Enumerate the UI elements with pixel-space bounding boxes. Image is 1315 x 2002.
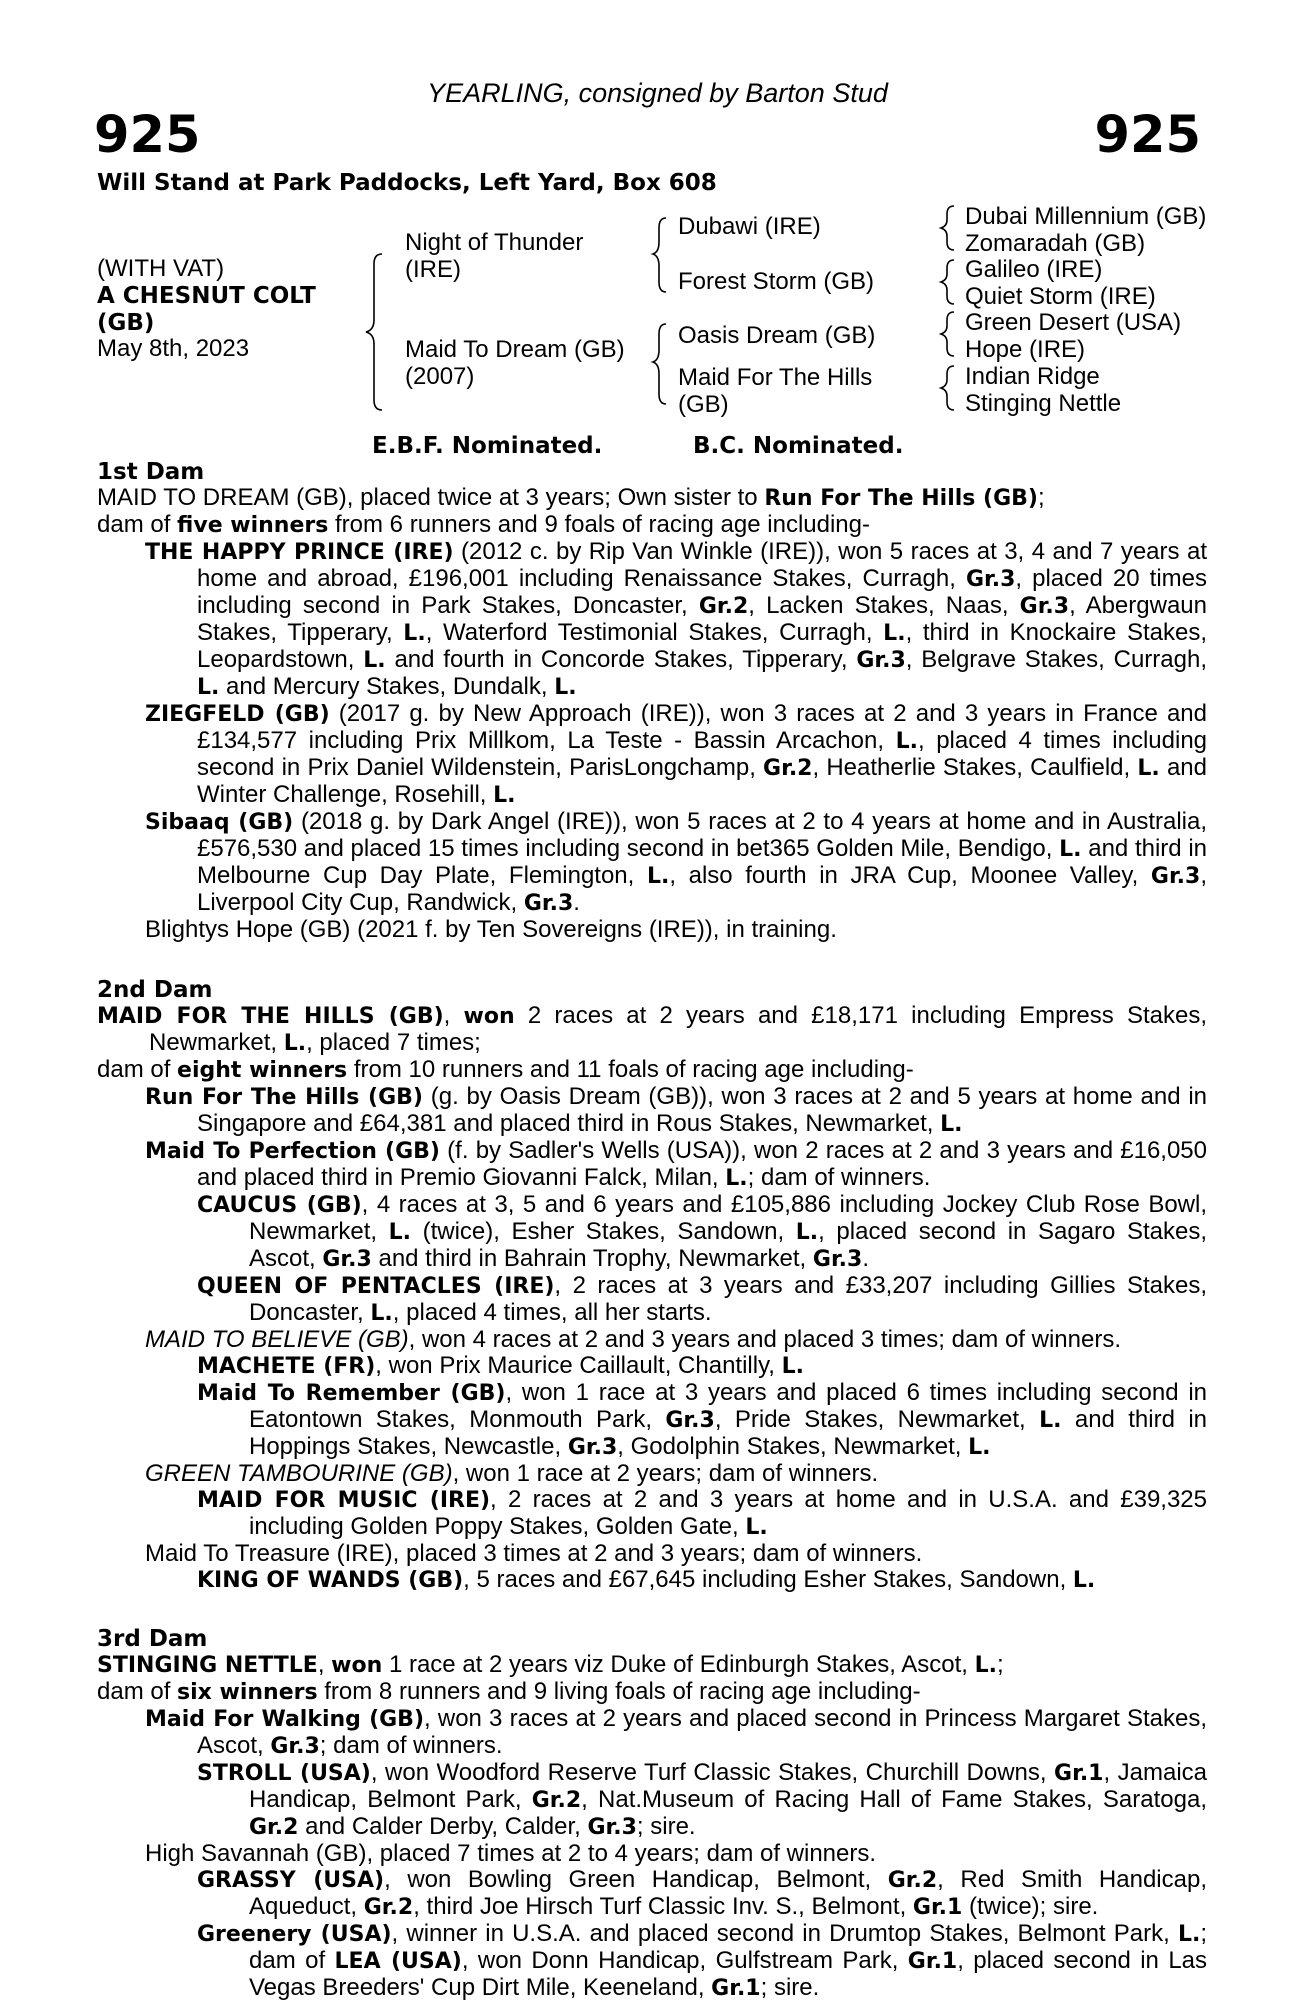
- progeny-maid-to-remember: Maid To Remember (GB), won 1 race at 3 years and placed 6 times including second in Eatontown Stakes, Monmouth Park, Gr.3, Pride Stakes, Newmarket, L. and third in Hoppings Stakes, Newcastle, Gr.3, Godolphin Stakes, Newmarket, L.: [197, 1379, 1208, 1460]
- foaling-date: May 8th, 2023: [97, 335, 250, 362]
- progeny-greenery: Greenery (USA), winner in U.S.A. and placed second in Drumtop Stakes, Belmont Park, L.; dam of LEA (USA), won Donn Handicap, Gulfstream Park, Gr.1, placed second in Las Vegas Breeders' Cup Dirt Mile, Keeneland, Gr.1; sire.: [197, 1920, 1208, 2001]
- second-dam-summary: MAID FOR THE HILLS (GB), won 2 races at 2 years and £18,171 including Empress Stakes, Newmarket, L., placed 7 times;: [97, 1002, 1207, 1056]
- ebf-nomination: E.B.F. Nominated.: [372, 433, 603, 459]
- first-dam-heading: 1st Dam: [97, 459, 205, 485]
- progeny-high-savannah: High Savannah (GB), placed 7 times at 2 to 4 years; dam of winners.: [145, 1840, 877, 1867]
- dam-sire: Oasis Dream (GB): [678, 322, 876, 349]
- progeny-green-tambourine: GREEN TAMBOURINE (GB), won 1 race at 2 years; dam of winners.: [145, 1460, 879, 1487]
- progeny-maid-to-treasure: Maid To Treasure (IRE), placed 3 times at 2 and 3 years; dam of winners.: [145, 1540, 923, 1567]
- dam-dam-country: (GB): [678, 391, 729, 418]
- progeny-ziegfeld: ZIEGFELD (GB) (2017 g. by New Approach (IRE)), won 3 races at 2 and 3 years in France and £134,577 including Prix Millkom, La Teste - Bassin Arcachon, L., placed 4 times including second in Prix Daniel Wildenstein, ParisLongchamp, Gr.2, Heatherlie Stakes, Caulfield, L. and Winter Challenge, Rosehill, L.: [145, 700, 1208, 808]
- second-dam-produce: dam of eight winners from 10 runners and 11 foals of racing age including-: [97, 1056, 914, 1083]
- progeny-maid-to-believe: MAID TO BELIEVE (GB), won 4 races at 2 and 3 years and placed 3 times; dam of winners.: [145, 1326, 1122, 1353]
- dam-dam-dam: Stinging Nettle: [965, 390, 1122, 417]
- progeny-happy-prince: THE HAPPY PRINCE (IRE) (2012 c. by Rip Van Winkle (IRE)), won 5 races at 3, 4 and 7 years at home and abroad, £196,001 including Renaissance Stakes, Curragh, Gr.3, placed 20 times including second in Park Stakes, Doncaster, Gr.2, Lacken Stakes, Naas, Gr.3, Abergwaun Stakes, Tipperary, L., Waterford Testimonial Stakes, Curragh, L., third in Knockaire Stakes, Leopardstown, L. and fourth in Concorde Stakes, Tipperary, Gr.3, Belgrave Stakes, Curragh, L. and Mercury Stakes, Dundalk, L.: [145, 538, 1208, 700]
- sire-name: Night of Thunder: [405, 229, 584, 256]
- sire-sire-sire: Dubai Millennium (GB): [965, 203, 1207, 230]
- dam-sire-dam: Hope (IRE): [965, 336, 1086, 363]
- progeny-maid-for-walking: Maid For Walking (GB), won 3 races at 2 years and placed second in Princess Margaret Stakes, Ascot, Gr.3; dam of winners.: [145, 1705, 1207, 1759]
- consignor-line: YEARLING, consigned by Barton Stud: [427, 78, 888, 108]
- sire-dam-sire: Galileo (IRE): [965, 256, 1103, 283]
- vat-note: (WITH VAT): [97, 255, 225, 282]
- first-dam-summary: MAID TO DREAM (GB), placed twice at 3 years; Own sister to Run For The Hills (GB);: [97, 484, 1045, 511]
- first-dam-produce: dam of five winners from 6 runners and 9 foals of racing age including-: [97, 511, 870, 538]
- progeny-machete: MACHETE (FR), won Prix Maurice Caillault, Chantilly, L.: [197, 1352, 805, 1379]
- stable-location: Will Stand at Park Paddocks, Left Yard, Box 608: [97, 170, 717, 196]
- progeny-maid-for-music: MAID FOR MUSIC (IRE), 2 races at 2 and 3 years at home and in U.S.A. and £39,325 including Golden Poppy Stakes, Golden Gate, L.: [197, 1486, 1207, 1540]
- sire-dam-dam: Quiet Storm (IRE): [965, 283, 1156, 310]
- horse-name-suffix: (GB): [97, 310, 155, 336]
- progeny-maid-to-perfection: Maid To Perfection (GB) (f. by Sadler's Wells (USA)), won 2 races at 2 and 3 years and £16,050 and placed third in Premio Giovanni Falck, Milan, L.; dam of winners.: [145, 1137, 1207, 1191]
- lot-number-left: 925: [94, 106, 201, 165]
- progeny-caucus: CAUCUS (GB), 4 races at 3, 5 and 6 years and £105,886 including Jockey Club Rose Bowl, Newmarket, L. (twice), Esher Stakes, Sandown, L., placed second in Sagaro Stakes, Ascot, Gr.3 and third in Bahrain Trophy, Newmarket, Gr.3.: [197, 1191, 1208, 1272]
- progeny-stroll: STROLL (USA), won Woodford Reserve Turf Classic Stakes, Churchill Downs, Gr.1, Jamaica Handicap, Belmont Park, Gr.2, Nat.Museum of Racing Hall of Fame Stakes, Saratoga, Gr.2 and Calder Derby, Calder, Gr.3; sire.: [197, 1759, 1208, 1840]
- progeny-sibaaq: Sibaaq (GB) (2018 g. by Dark Angel (IRE)), won 5 races at 2 to 4 years at home and in Australia, £576,530 and placed 15 times including second in bet365 Golden Mile, Bendigo, L. and third in Melbourne Cup Day Plate, Flemington, L., also fourth in JRA Cup, Moonee Valley, Gr.3, Liverpool City Cup, Randwick, Gr.3.: [145, 808, 1208, 916]
- third-dam-heading: 3rd Dam: [97, 1626, 208, 1652]
- lot-number-right: 925: [1094, 106, 1201, 165]
- sire-sire-dam: Zomaradah (GB): [965, 230, 1146, 257]
- progeny-blightys-hope: Blightys Hope (GB) (2021 f. by Ten Sovereigns (IRE)), in training.: [145, 916, 837, 943]
- catalogue-body: [97, 459, 1207, 2002]
- sire-country: (IRE): [405, 256, 461, 283]
- dam-sire-sire: Green Desert (USA): [965, 309, 1182, 336]
- third-dam-summary: STINGING NETTLE, won 1 race at 2 years viz Duke of Edinburgh Stakes, Ascot, L.;: [97, 1651, 1004, 1678]
- dam-dam-sire: Indian Ridge: [965, 363, 1100, 390]
- progeny-grassy: GRASSY (USA), won Bowling Green Handicap, Belmont, Gr.2, Red Smith Handicap, Aqueduct, Gr.2, third Joe Hirsch Turf Classic Inv. S., Belmont, Gr.1 (twice); sire.: [197, 1866, 1207, 1920]
- third-dam-produce: dam of six winners from 8 runners and 9 living foals of racing age including-: [97, 1678, 921, 1705]
- progeny-king-of-wands: KING OF WANDS (GB), 5 races and £67,645 including Esher Stakes, Sandown, L.: [197, 1566, 1096, 1593]
- dam-year: (2007): [405, 363, 475, 390]
- second-dam-heading: 2nd Dam: [97, 977, 213, 1003]
- progeny-queen-of-pentacles: QUEEN OF PENTACLES (IRE), 2 races at 3 years and £33,207 including Gillies Stakes, Doncaster, L., placed 4 times, all her starts.: [197, 1272, 1207, 1326]
- dam-dam: Maid For The Hills: [678, 364, 873, 391]
- sire-dam: Forest Storm (GB): [678, 268, 875, 295]
- sire-sire: Dubawi (IRE): [678, 213, 821, 240]
- horse-name: A CHESNUT COLT: [97, 283, 316, 309]
- bc-nomination: B.C. Nominated.: [693, 433, 904, 459]
- dam-name: Maid To Dream (GB): [405, 336, 625, 363]
- progeny-run-for-the-hills: Run For The Hills (GB) (g. by Oasis Dream (GB)), won 3 races at 2 and 5 years at home and in Singapore and £64,381 and placed third in Rous Stakes, Newmarket, L.: [145, 1083, 1207, 1137]
